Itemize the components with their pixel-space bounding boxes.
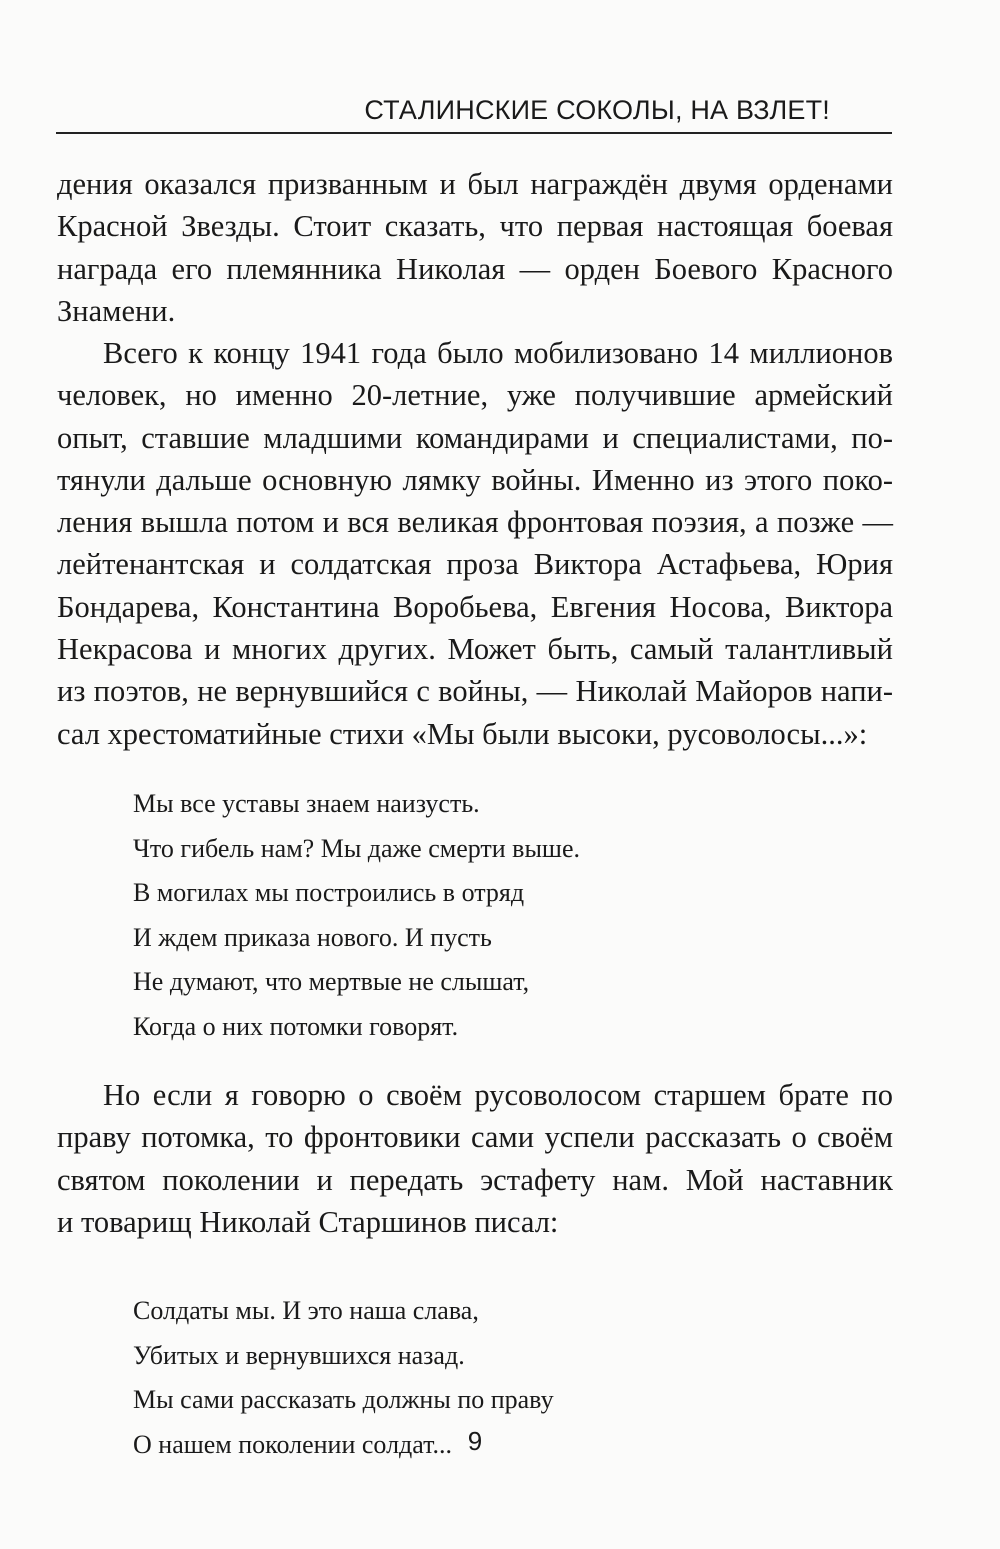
verse-line: Убитых и вернувшихся назад. xyxy=(133,1340,465,1370)
paragraph-line: дения оказался призванным и был награждён двумя орденами xyxy=(57,167,893,201)
header-rule xyxy=(56,132,892,134)
paragraph-line: сал хрестоматийные стихи «Мы были высоки, русоволосы...»: xyxy=(57,716,868,751)
paragraph-line: Знамени. xyxy=(57,293,176,328)
paragraph-line: святом поколении и передать эстафету нам. Мой наставник xyxy=(57,1162,893,1197)
paragraph-line: Всего к концу 1941 года было мобилизовано 14 миллионов xyxy=(103,336,893,370)
paragraph-line: Бондарева, Константина Воробьева, Евгения Носова, Виктора xyxy=(57,589,893,624)
verse-line: Не думают, что мертвые не слышат, xyxy=(133,967,530,996)
page-number: 9 xyxy=(467,1426,483,1456)
paragraph-line: Красной Звезды. Стоит сказать, что первая настоящая боевая xyxy=(57,209,893,244)
verse-line: Когда о них потомки говорят. xyxy=(133,1011,459,1041)
paragraph-line: Некрасова и многих других. Может быть, самый талантливый xyxy=(57,632,893,667)
paragraph-line: лейтенантская и солдатская проза Виктора Астафьева, Юрия xyxy=(57,547,893,582)
verse-line: Что гибель нам? Мы даже смерти выше. xyxy=(133,833,580,863)
paragraph-line: награда его племянника Николая — орден Боевого Красного xyxy=(57,251,893,286)
running-head: СТАЛИНСКИЕ СОКОЛЫ, НА ВЗЛЕТ! xyxy=(364,95,830,125)
paragraph-line: человек, но именно 20-летние, уже получившие армейский xyxy=(57,378,893,413)
verse-line: О нашем поколении солдат... xyxy=(133,1429,453,1459)
verse-line: В могилах мы построились в отряд xyxy=(133,878,525,907)
verse-line: Мы сами рассказать должны по праву xyxy=(133,1385,554,1414)
paragraph-line: и товарищ Николай Старшинов писал: xyxy=(57,1204,559,1239)
paragraph-line: ления вышла потом и вся великая фронтовая поэзия, а позже — xyxy=(57,505,893,540)
paragraph-line: Но если я говорю о своём русоволосом старшем брате по xyxy=(103,1078,893,1112)
verse-line: И ждем приказа нового. И пусть xyxy=(133,922,492,952)
paragraph-line: опыт, ставшие младшими командирами и специалистами, по- xyxy=(57,420,893,455)
paragraph-line: тянули дальше основную лямку войны. Именно из этого поко- xyxy=(57,462,893,497)
verse-line: Солдаты мы. И это наша слава, xyxy=(133,1296,479,1325)
paragraph-2 xyxy=(57,332,893,755)
paragraph-line: праву потомка, то фронтовики сами успели рассказать о своём xyxy=(57,1120,893,1155)
paragraph-line: из поэтов, не вернувшийся с войны, — Николай Майоров напи- xyxy=(57,674,893,709)
verse-line: Мы все уставы знаем наизусть. xyxy=(133,789,480,818)
verse-1 xyxy=(133,782,580,1049)
paragraph-3 xyxy=(57,1074,893,1243)
paragraph-1 xyxy=(57,163,893,332)
